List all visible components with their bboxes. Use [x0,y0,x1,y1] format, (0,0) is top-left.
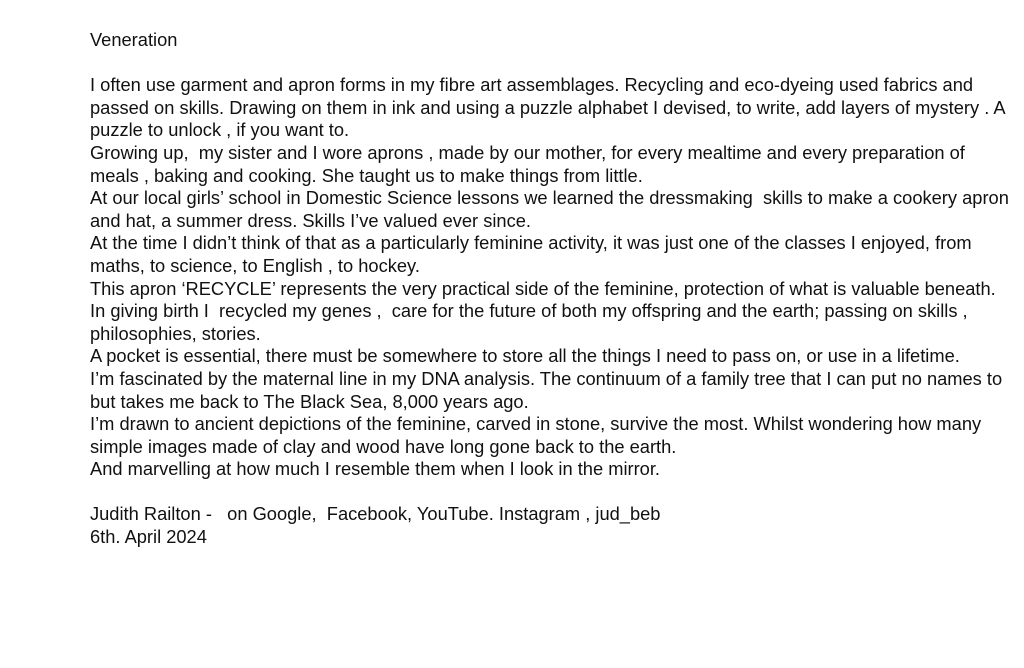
paragraph: At our local girls’ school in Domestic Science lessons we learned the dressmaking skills to make a cookery apron and hat, a summer dress. Skills I’ve valued ever since. [90,187,1014,231]
document-body [90,29,1014,549]
document-title: Veneration [90,29,178,50]
paragraph: I’m drawn to ancient depictions of the feminine, carved in stone, survive the most. Whilst wondering how many simple images made of clay and wood have long gone back to the earth. [90,413,987,457]
date-line: 6th. April 2024 [90,526,207,548]
paragraph: I often use garment and apron forms in my fibre art assemblages. Recycling and eco-dyeing used fabrics and passed on skills. Drawing on them in ink and using a puzzle alphabet I devised, to write, add layers of mystery . A puzzle to unlock , if you want to. [90,74,1010,141]
paragraph: Growing up, my sister and I wore aprons , made by our mother, for every mealtime and every preparation of meals , baking and cooking. She taught us to make things from little. [90,141,970,186]
paragraph: This apron ‘RECYCLE’ represents the very practical side of the feminine, protection of what is valuable beneath. [90,277,996,299]
blank-line [90,481,1010,504]
paragraph: In giving birth I recycled my genes , care for the future of both my offspring and the earth; passing on skills , philosophies, stories. [90,300,973,344]
author-line: Judith Railton - on Google, Facebook, YouTube. Instagram , jud_beb [90,503,661,525]
blank-line [90,52,1010,75]
paragraph: At the time I didn’t think of that as a particularly feminine activity, it was just one of the classes I enjoyed, from maths, to science, to English , to hockey. [90,232,977,276]
paragraph: A pocket is essential, there must be somewhere to store all the things I need to pass on, or use in a lifetime. [90,345,960,367]
paragraph: And marvelling at how much I resemble them when I look in the mirror. [90,458,661,480]
paragraph: I’m fascinated by the maternal line in my DNA analysis. The continuum of a family tree that I can put no names to but takes me back to The Black Sea, 8,000 years ago. [90,367,1008,412]
